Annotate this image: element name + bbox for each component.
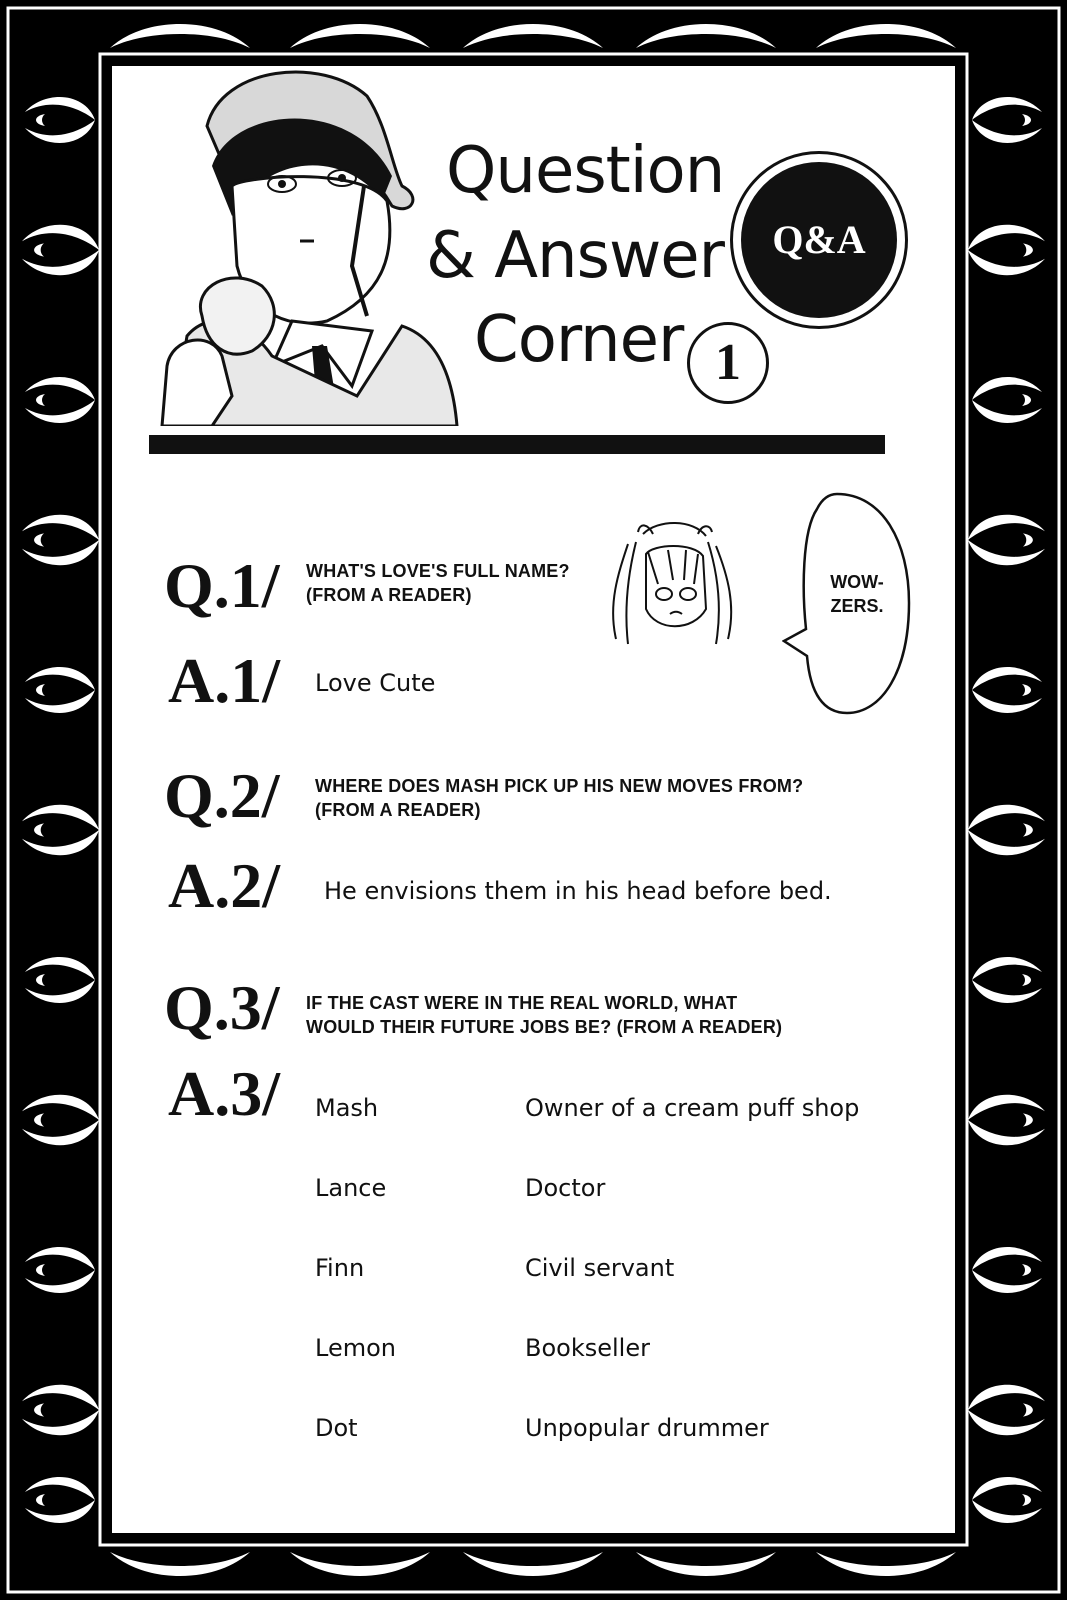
title-line-3: Corner <box>474 303 684 377</box>
a1-label: A.1/ <box>168 645 280 716</box>
a2-text: He envisions them in his head before bed. <box>324 877 832 905</box>
speech-bubble-text: WOW- ZERS. <box>830 572 884 616</box>
a3-label: A.3/ <box>168 1058 280 1129</box>
q2-text: WHERE DOES MASH PICK UP HIS NEW MOVES FROM? (FROM A READER) <box>315 776 804 820</box>
job-name: Lance <box>315 1174 387 1202</box>
job-title: Unpopular drummer <box>525 1414 769 1442</box>
q1-text: WHAT'S LOVE'S FULL NAME? (FROM A READER) <box>306 561 570 605</box>
a2-label: A.2/ <box>168 850 280 921</box>
a1-text: Love Cute <box>315 669 436 697</box>
episode-number: 1 <box>715 334 741 391</box>
mash-illustration <box>152 66 472 426</box>
love-sketch <box>598 514 738 654</box>
job-title: Bookseller <box>525 1334 650 1362</box>
job-title: Doctor <box>525 1174 606 1202</box>
title-line-1: Question <box>446 134 725 208</box>
job-title: Civil servant <box>525 1254 675 1282</box>
job-title: Owner of a cream puff shop <box>525 1094 860 1122</box>
job-name: Lemon <box>315 1334 396 1362</box>
q2-label: Q.2/ <box>164 760 280 831</box>
q3-label: Q.3/ <box>164 972 280 1043</box>
job-name: Mash <box>315 1094 379 1122</box>
q3-text: IF THE CAST WERE IN THE REAL WORLD, WHAT WOULD THEIR FUTURE JOBS BE? (FROM A READER) <box>306 993 783 1037</box>
title-line-2: & Answer <box>426 219 724 293</box>
job-name: Dot <box>315 1414 358 1442</box>
qa-badge <box>730 151 908 329</box>
q1-label: Q.1/ <box>164 550 280 621</box>
content-panel <box>112 66 955 1533</box>
header-divider <box>149 435 885 454</box>
qa-badge-text: Q&A <box>772 217 866 262</box>
job-name: Finn <box>315 1254 365 1282</box>
episode-number-circle <box>687 322 769 404</box>
